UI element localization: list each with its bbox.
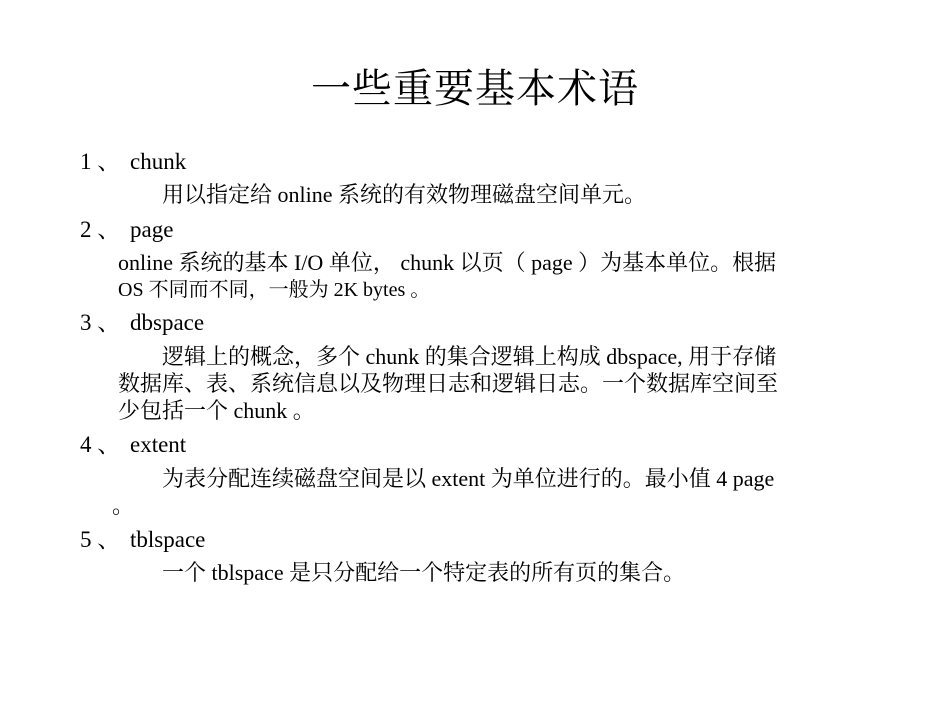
definition-line: 逻辑上的概念，多个 chunk 的集合逻辑上构成 dbspace, 用于存储 (162, 344, 777, 369)
definition-line: 用以指定给 online 系统的有效物理磁盘空间单元。 (162, 182, 646, 207)
term-heading-tblspace (80, 526, 205, 554)
definition-line: 。 (112, 493, 135, 518)
definition-line: online 系统的基本 I/O 单位， chunk 以页（ page ）为基本单位。根据 (118, 250, 777, 275)
term-number: 5 、 (80, 527, 121, 552)
definition-line: 数据库、表、系统信息以及物理日志和逻辑日志。一个数据库空间至 (118, 371, 779, 396)
term-heading-chunk (80, 148, 186, 176)
term-number: 1 、 (80, 149, 121, 174)
term-heading-dbspace (80, 309, 204, 337)
slide-title: 一些重要基本术语 (311, 66, 639, 111)
term-name: chunk (130, 149, 187, 174)
term-heading-extent (80, 431, 186, 459)
definition-line: 为表分配连续磁盘空间是以 extent 为单位进行的。最小值 4 page (162, 466, 775, 491)
term-name: dbspace (130, 310, 205, 335)
definition-line: 少包括一个 chunk 。 (118, 398, 315, 423)
term-number: 2 、 (80, 217, 121, 242)
term-number: 3 、 (80, 310, 121, 335)
definition-line: 一个 tblspace 是只分配给一个特定表的所有页的集合。 (162, 560, 686, 585)
definition-line: OS 不同而不同，一般为 2K bytes 。 (118, 279, 431, 301)
term-name: page (130, 217, 174, 242)
term-number: 4 、 (80, 432, 121, 457)
term-name: tblspace (130, 527, 206, 552)
term-heading-page (80, 216, 173, 244)
term-name: extent (130, 432, 187, 457)
